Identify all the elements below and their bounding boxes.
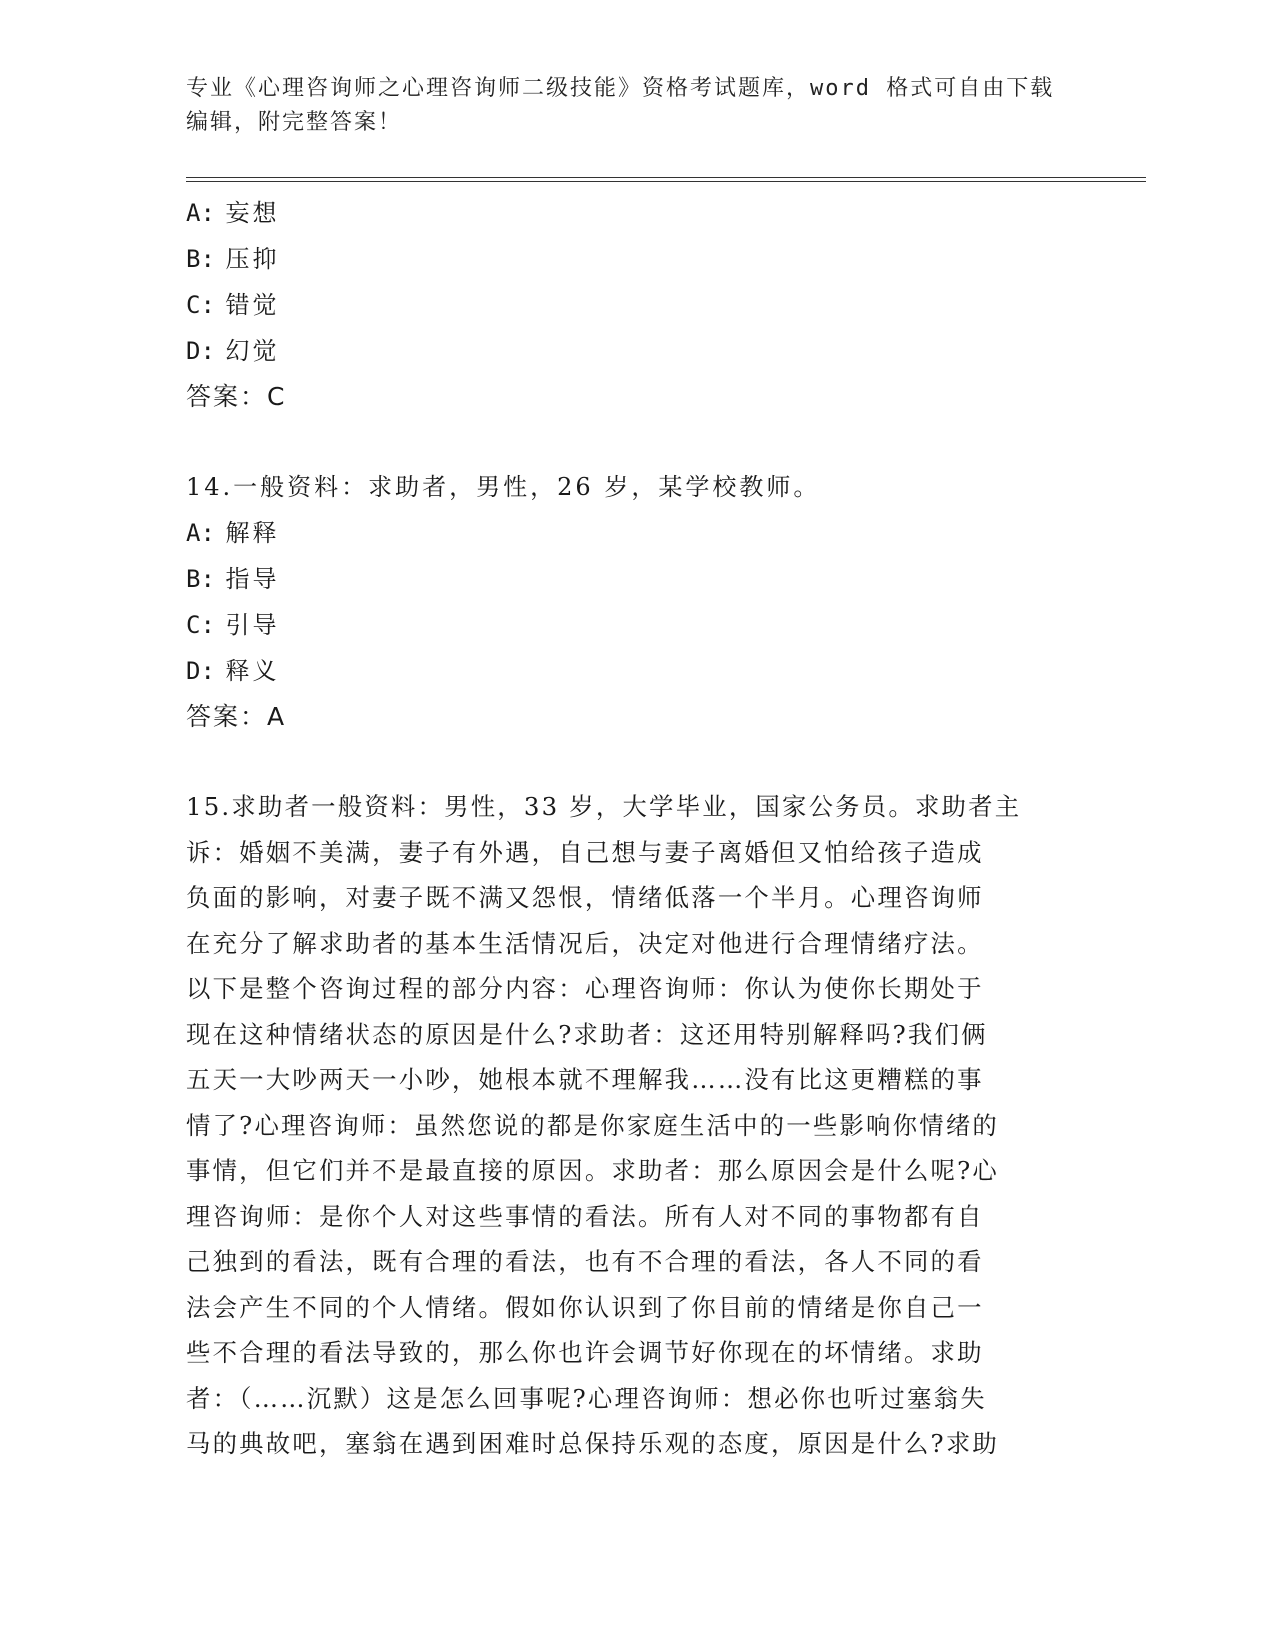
option-letter: A: xyxy=(186,199,215,227)
paragraph-line: 五天一大吵两天一小吵，她根本就不理解我……没有比这更糟糕的事 xyxy=(186,1065,984,1094)
option-letter: C: xyxy=(186,291,215,319)
paragraph-line: 以下是整个咨询过程的部分内容：心理咨询师：你认为使你长期处于 xyxy=(186,974,984,1003)
header-line-2: 编辑，附完整答案！ xyxy=(186,110,403,135)
paragraph-line: 15.求助者一般资料：男性，33 岁，大学毕业，国家公务员。求助者主 xyxy=(186,792,1022,821)
option-text: 释义 xyxy=(225,657,280,685)
paragraph-line: 马的典故吧，塞翁在遇到困难时总保持乐观的态度，原因是什么?求助 xyxy=(186,1429,999,1458)
question-stem: 14.一般资料：求助者，男性，26 岁，某学校教师。 xyxy=(186,473,821,501)
answer-line: 答案：C xyxy=(186,382,287,411)
paragraph-line: 诉：婚姻不美满，妻子有外遇，自己想与妻子离婚但又怕给孩子造成 xyxy=(186,837,984,867)
option-text: 妄想 xyxy=(225,199,280,227)
option-b xyxy=(186,556,1076,602)
spacer xyxy=(186,420,1076,464)
option-letter: D: xyxy=(186,657,215,685)
paragraph-line: 些不合理的看法导致的，那么你也许会调节好你现在的坏情绪。求助 xyxy=(186,1338,984,1367)
header-line-1: 专业《心理咨询师之心理咨询师二级技能》资格考试题库，word 格式可自由下载 xyxy=(186,76,1055,101)
paragraph-line: 法会产生不同的个人情绪。假如你认识到了你目前的情绪是你自己一 xyxy=(186,1292,984,1322)
question-14 xyxy=(186,464,1076,740)
option-letter: B: xyxy=(186,245,215,273)
answer-line: 答案：A xyxy=(186,702,287,731)
spacer xyxy=(186,740,1076,784)
paragraph-line: 者：（……沉默）这是怎么回事呢?心理咨询师：想必你也听过塞翁失 xyxy=(186,1383,987,1413)
option-c xyxy=(186,282,1076,328)
option-text: 指导 xyxy=(225,565,280,593)
paragraph-line: 在充分了解求助者的基本生活情况后，决定对他进行合理情绪疗法。 xyxy=(186,928,984,958)
option-letter: D: xyxy=(186,337,215,365)
document-header xyxy=(186,72,1066,140)
paragraph-line: 负面的影响，对妻子既不满又怨恨，情绪低落一个半月。心理咨询师 xyxy=(186,883,984,912)
option-text: 解释 xyxy=(225,519,280,547)
option-letter: B: xyxy=(186,565,215,593)
option-c xyxy=(186,602,1076,648)
option-d xyxy=(186,648,1076,694)
paragraph-line: 现在这种情绪状态的原因是什么?求助者：这还用特别解释吗?我们俩 xyxy=(186,1019,988,1049)
paragraph-line: 己独到的看法，既有合理的看法，也有不合理的看法，各人不同的看 xyxy=(186,1247,984,1276)
question-15 xyxy=(186,784,1076,1467)
paragraph-line: 理咨询师：是你个人对这些事情的看法。所有人对不同的事物都有自 xyxy=(186,1201,984,1231)
option-b xyxy=(186,236,1076,282)
option-text: 错觉 xyxy=(225,291,280,319)
option-text: 引导 xyxy=(225,611,280,639)
option-text: 幻觉 xyxy=(225,337,280,365)
option-letter: A: xyxy=(186,519,215,547)
document-body xyxy=(186,190,1076,1467)
header-divider xyxy=(186,177,1146,182)
option-d xyxy=(186,328,1076,374)
question-13 xyxy=(186,190,1076,420)
option-a xyxy=(186,190,1076,236)
option-a xyxy=(186,510,1076,556)
paragraph-line: 事情，但它们并不是最直接的原因。求助者：那么原因会是什么呢?心 xyxy=(186,1156,999,1185)
option-text: 压抑 xyxy=(225,245,280,273)
option-letter: C: xyxy=(186,611,215,639)
paragraph-line: 情了?心理咨询师：虽然您说的都是你家庭生活中的一些影响你情绪的 xyxy=(186,1110,999,1140)
